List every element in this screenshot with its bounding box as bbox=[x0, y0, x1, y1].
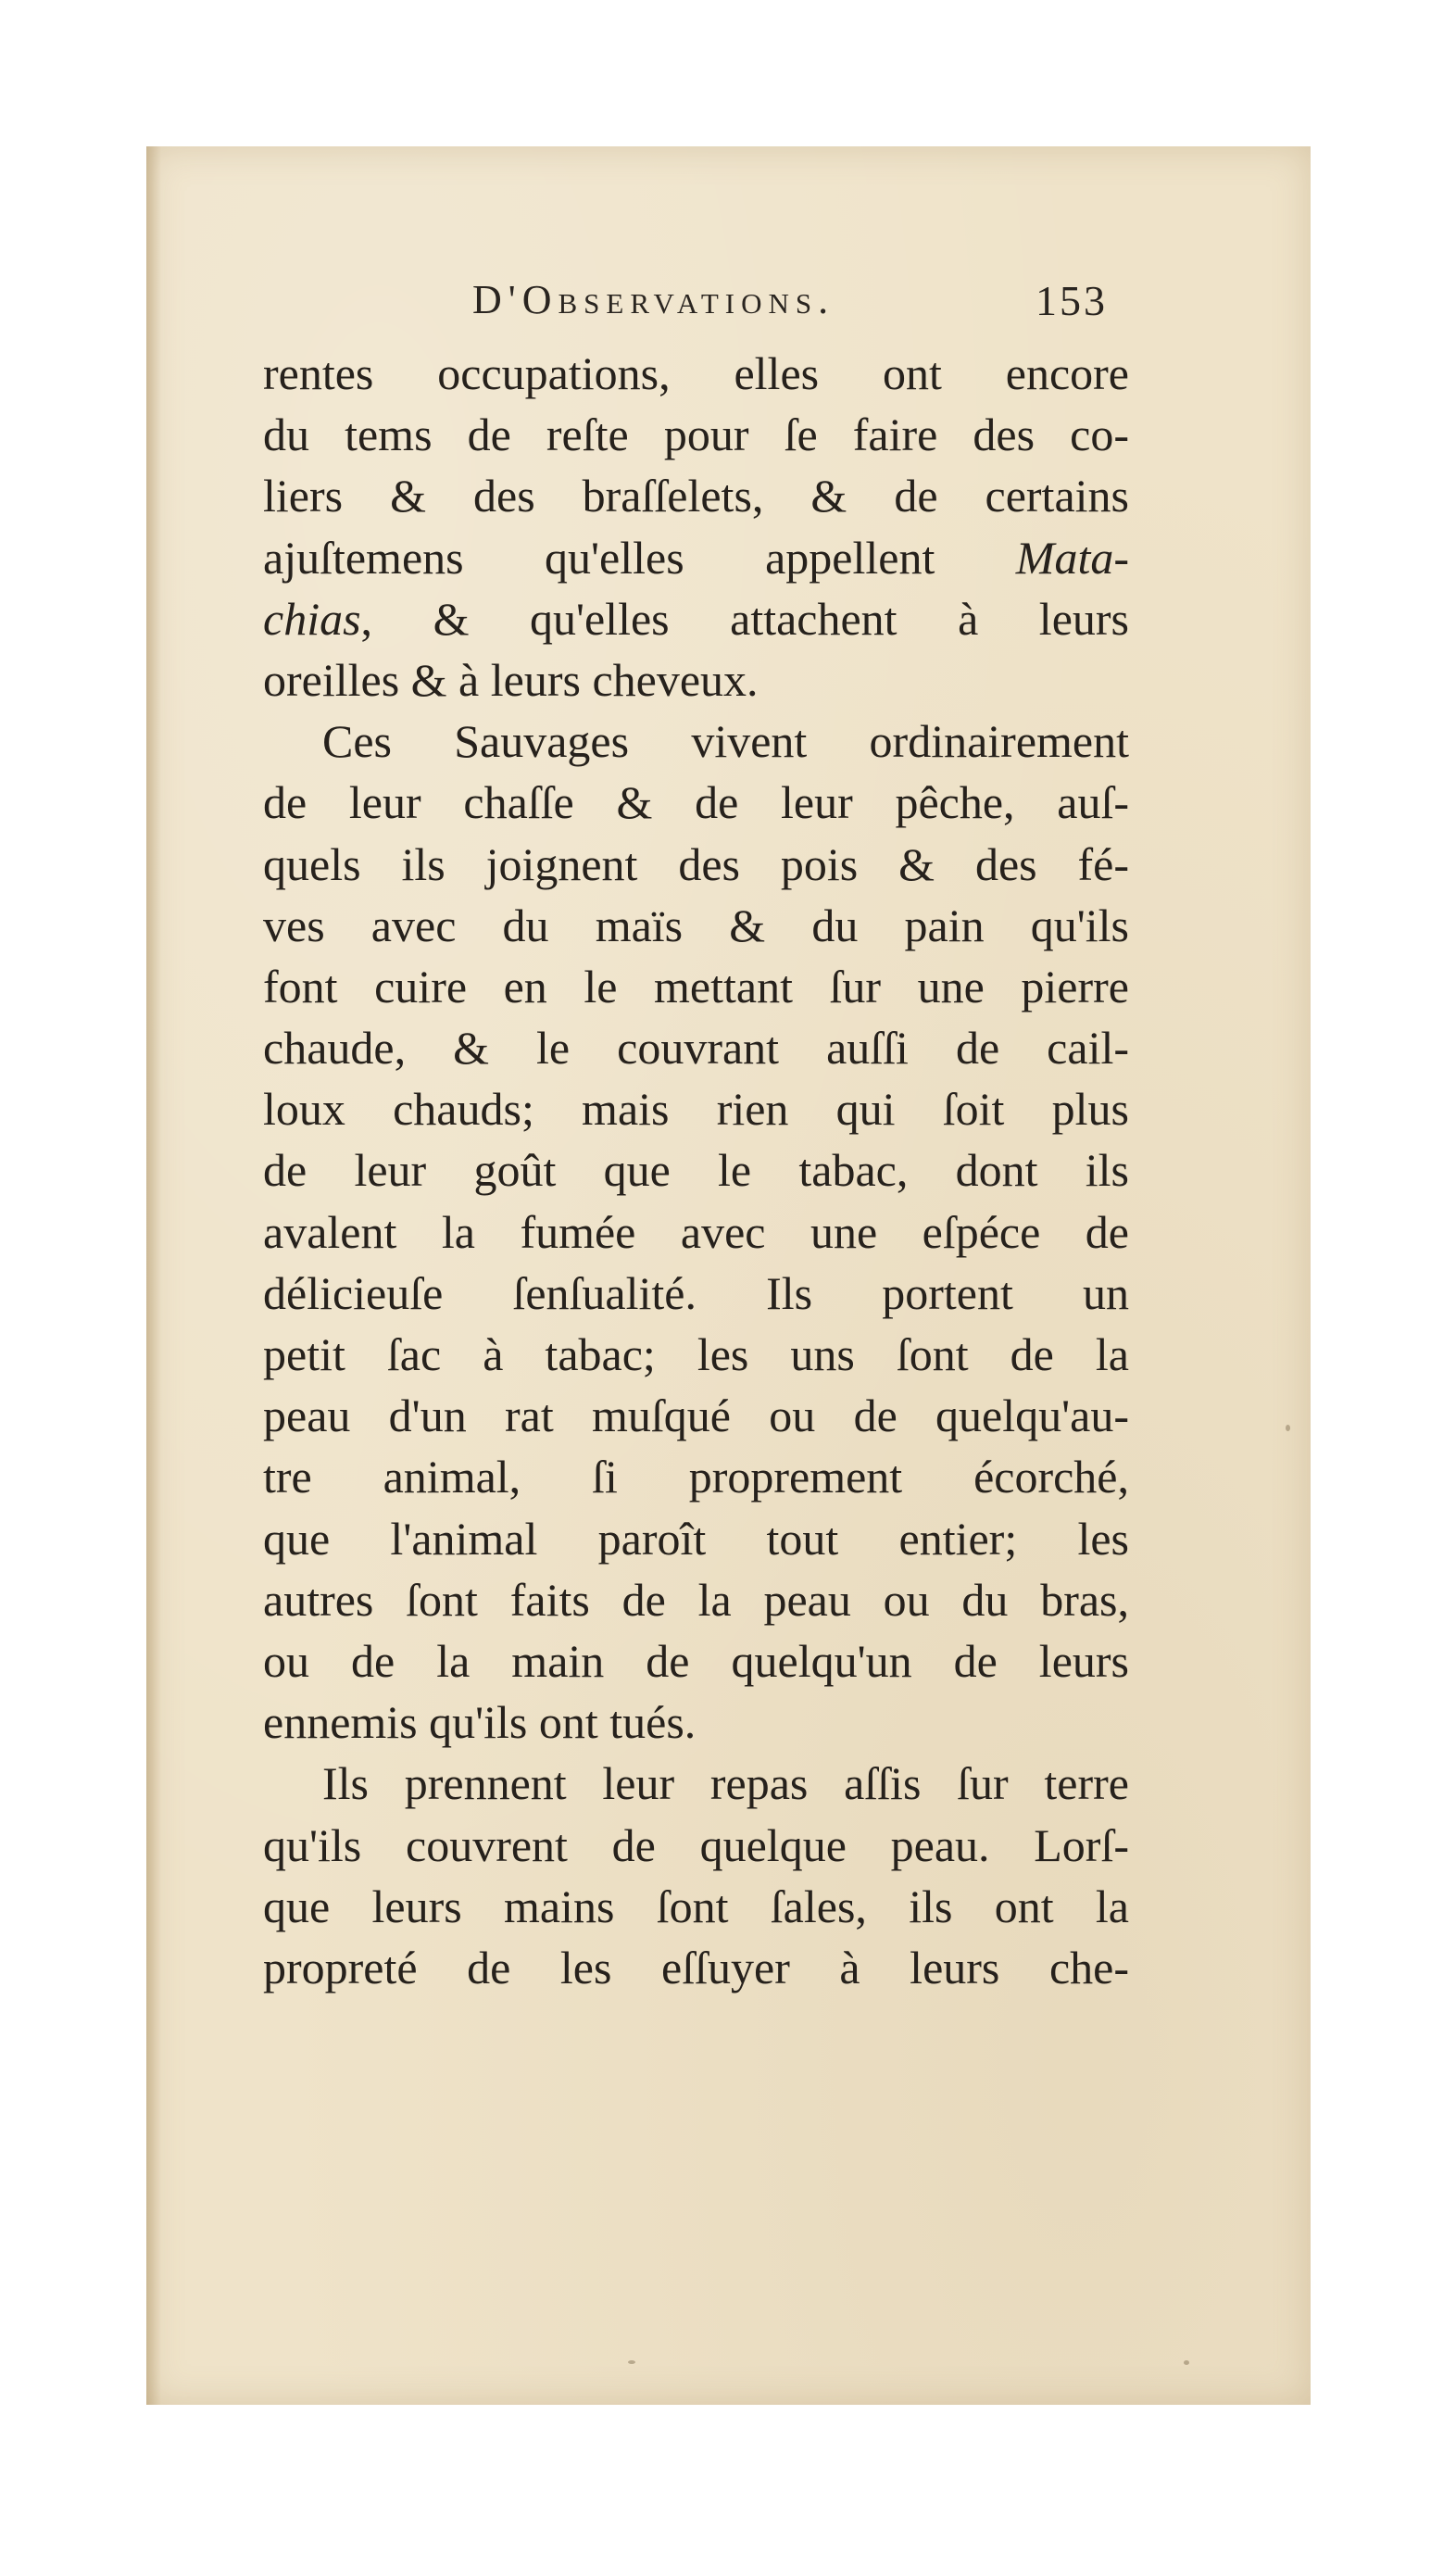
paper-speck bbox=[1286, 1425, 1290, 1431]
text-line: ou de la main de quelqu'un de leurs bbox=[263, 1634, 1129, 1687]
text-line: que leurs mains ſont ſales, ils ont la bbox=[263, 1880, 1129, 1932]
text-line bbox=[263, 588, 1129, 649]
text-line: Ces Sauvages vivent ordinairement bbox=[322, 715, 1129, 768]
text-line: délicieuſe ſenſualité. Ils portent un bbox=[263, 1266, 1129, 1319]
text-line: Ils prennent leur repas aſſis ſur terre bbox=[322, 1757, 1129, 1810]
text-line: font cuire en le mettant ſur une pierre bbox=[263, 960, 1129, 1012]
paper-speck bbox=[1184, 2360, 1189, 2365]
text-line: tre animal, ſi proprement écorché, bbox=[263, 1451, 1129, 1503]
text-line: chaude, & le couvrant auſſi de cail- bbox=[263, 1022, 1129, 1075]
text-line: de leur goût que le tabac, dont ils bbox=[263, 1144, 1129, 1197]
page-gutter-shadow bbox=[146, 146, 161, 2405]
text-line: oreilles & à leurs cheveux. bbox=[263, 653, 759, 706]
paper-speck bbox=[628, 2360, 635, 2364]
text-line: loux chauds; mais rien qui ſoit plus bbox=[263, 1083, 1129, 1136]
text-line: liers & des braſſelets, & de certains bbox=[263, 470, 1129, 522]
text-segment: ajuſtemens qu'elles appellent bbox=[263, 531, 1016, 584]
page-number: 153 bbox=[1036, 277, 1108, 324]
text-line: rentes occupations, elles ont encore bbox=[263, 347, 1129, 399]
text-segment: , & qu'elles attachent à leurs bbox=[360, 592, 1129, 645]
text-line: avalent la fumée avec une eſpéce de bbox=[263, 1205, 1129, 1258]
text-line: autres ſont faits de la peau ou du bras, bbox=[263, 1573, 1129, 1626]
text-line: ves avec du maïs & du pain qu'ils bbox=[263, 899, 1129, 951]
page-header bbox=[146, 146, 1311, 324]
body-text bbox=[263, 343, 1129, 1998]
text-line: propreté de les eſſuyer à leurs che- bbox=[263, 1941, 1129, 1993]
italic-word: chias bbox=[263, 592, 361, 645]
text-line: de leur chaſſe & de leur pêche, auſ- bbox=[263, 776, 1129, 829]
running-head: D'Observations. bbox=[472, 277, 835, 322]
text-line: quels ils joignent des pois & des fé- bbox=[263, 837, 1129, 890]
book-page bbox=[146, 146, 1311, 2405]
text-line: du tems de reſte pour ſe faire des co- bbox=[263, 409, 1129, 461]
text-line: ennemis qu'ils ont tués. bbox=[263, 1696, 697, 1749]
text-line: peau d'un rat muſqué ou de quelqu'au- bbox=[263, 1390, 1129, 1442]
text-line: que l'animal paroît tout entier; les bbox=[263, 1512, 1129, 1565]
text-line: qu'ils couvrent de quelque peau. Lorſ- bbox=[263, 1818, 1129, 1871]
text-line: petit ſac à tabac; les uns ſont de la bbox=[263, 1328, 1129, 1380]
text-line-mixed bbox=[263, 527, 1129, 588]
italic-word: Mata- bbox=[1015, 531, 1129, 584]
